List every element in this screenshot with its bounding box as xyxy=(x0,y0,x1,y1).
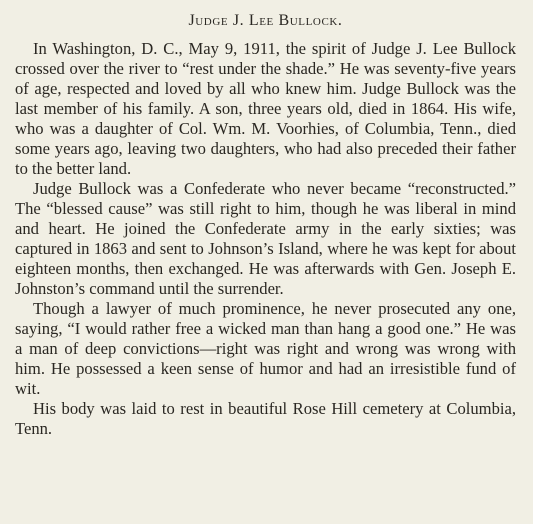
paragraph-2: Judge Bullock was a Confederate who never became “reconstructed.” The “blessed cause” was still right to him, though he was liberal in mind and heart. He joined the Confederate army in the early sixties; was captured in 1863 and sent to Johnson’s Island, where he was kept for about eighteen months, then exchanged. He was afterwards with Gen. Joseph E. Johnston’s command until the surrender. xyxy=(15,179,516,298)
paragraph-3: Though a lawyer of much prominence, he never prosecuted any one, saying, “I would rather free a wicked man than hang a good one.” He was a man of deep convictions—right was right and wrong was wrong with him. He possessed a keen sense of humor and had an irresistible fund of wit. xyxy=(15,299,516,398)
paragraph-4: His body was laid to rest in beautiful Rose Hill cemetery at Columbia, Tenn. xyxy=(15,399,516,438)
article-title: Judge J. Lee Bullock. xyxy=(188,12,343,29)
paragraph-1: In Washington, D. C., May 9, 1911, the spirit of Judge J. Lee Bullock crossed over the river to “rest under the shade.” He was seventy-five years of age, respected and loved by all who knew him. Judge Bullock was the last member of his family. A son, three years old, died in 1864. His wife, who was a daughter of Col. Wm. M. Voorhies, of Columbia, Tenn., died some years ago, leaving two daughters, who had also preceded their father to the better land. xyxy=(15,39,516,178)
article-body xyxy=(15,39,516,439)
